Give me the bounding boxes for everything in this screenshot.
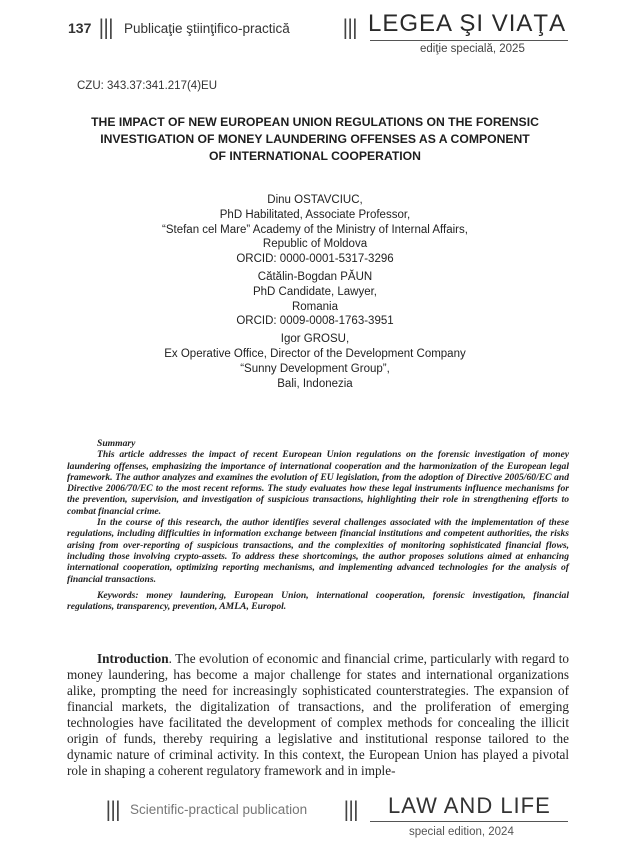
page-number: 137 [68,20,92,36]
intro-text: . The evolution of economic and financial crime, particularly with regard to money laundering, has become a major challenge for states and international organizations alike, prompting the need for increasingly sophisticated counterstrategies. The expansion of financial markets, the digitalization of transactions, and the proliferation of emerging technologies have facilitated the development of complex methods for concealing the illicit origin of funds, thereby requiring a legislative and institutional response tailored to the dynamic nature of criminal activity. In this context, the European Union has played a pivotal role in shaping a coherent regulatory framework and in imple- [67,651,569,778]
header-bars-left: ||| [98,15,113,39]
czu-code: CZU: 343.37:341.217(4)EU [77,80,217,92]
author-block [0,332,630,391]
intro-label: Introduction [97,651,169,666]
author-name: Igor GROSU, [280,333,350,346]
author-affiliation: “Sunny Development Group”, [240,362,390,375]
header-publication: Publicaţie ştiinţifico-practică [124,21,290,36]
footer-bars-left: ||| [105,797,120,821]
author-affiliation: Bali, Indonezia [277,377,353,390]
summary-paragraph: In the course of this research, the author identifies several challenges associated with the implementation of these regulations, including difficulties in information exchange between financial institutions and competent authorities, the risks arising from over-reporting of suspicious transactions, and the complexities of monitoring sophisticated financial flows, including those involving crypto-assets. To address these shortcomings, the author proposes solutions aimed at enhancing international cooperation, optimizing reporting mechanisms, and implementing advanced technologies for the analysis of financial transactions. [67,517,569,585]
author-affiliation: PhD Candidate, Lawyer, [252,285,378,298]
header-edition: ediţie specială, 2025 [420,43,525,55]
footer-publication: Scientific-practical publication [130,802,308,817]
keywords-label: Keywords: [97,589,139,601]
introduction [67,651,569,779]
author-affiliation: Republic of Moldova [262,238,368,251]
title-line: INVESTIGATION OF MONEY LAUNDERING OFFENSES AS A COMPONENT [100,132,530,146]
author-affiliation: PhD Habilitated, Associate Professor, [219,208,411,221]
footer-edition: special edition, 2024 [409,826,514,838]
author-block [0,193,630,267]
title-line: THE IMPACT OF NEW EUROPEAN UNION REGULATIONS ON THE FORENSIC [91,115,539,129]
keywords [67,590,569,613]
keywords-list: money laundering, European Union, international cooperation, forensic investigation, financial regulations, transparency, prevention, AMLA, Europol. [67,589,569,613]
header-rule [370,40,568,41]
author-block [0,270,630,329]
header-journal-title: LEGEA ŞI VIAŢA [368,10,567,37]
author-affiliation: “Stefan cel Mare” Academy of the Ministry of Internal Affairs, [162,223,468,236]
title-line: OF INTERNATIONAL COOPERATION [209,149,421,163]
author-affiliation: Romania [291,300,339,313]
author-affiliation: Ex Operative Office, Director of the Development Company [164,347,466,360]
author-orcid: ORCID: 0009-0008-1763-3951 [236,315,394,328]
intro-paragraph [67,651,569,779]
authors [0,193,630,394]
author-name: Dinu OSTAVCIUC, [267,194,363,206]
footer-rule [370,821,568,822]
summary-paragraph: This article addresses the impact of recent European Union regulations on the forensic investigation of money laundering offenses, emphasizing the importance of international cooperation and the harmonization of the European legal framework. The author analyzes and examines the evolution of EU legislation, from the adoption of Directive 2005/60/EC and Directive 2006/70/EC to the most recent reforms. The study evaluates how these legal instruments influence mechanisms for the prevention, supervision, and investigation of suspicious transactions, highlighting their role in strengthening efforts to combat financial crime. [67,449,569,517]
summary-label: Summary [97,438,136,449]
author-name: Cătălin-Bogdan PĂUN [257,270,373,283]
article-title [70,114,560,165]
footer-bars-right: ||| [343,797,358,821]
footer-journal-title: LAW AND LIFE [388,793,551,818]
header-bars-right: ||| [342,15,357,39]
author-orcid: ORCID: 0000-0001-5317-3296 [236,253,394,266]
summary [67,438,569,612]
